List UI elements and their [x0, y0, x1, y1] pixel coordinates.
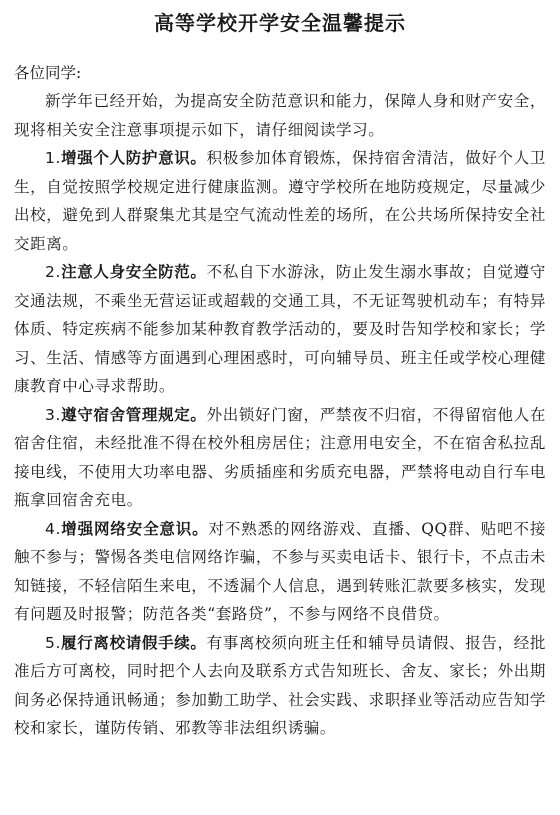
section-body: 对不熟悉的网络游戏、直播、QQ群、贴吧不接触不参与；警惕各类电信网络诈骗，不参与买卖电话卡、银行卡，不点击未知链接，不轻信陌生来电，不透漏个人信息，遇到转账汇款要多核实，发现有问题及时报警；防范各类“套路贷”，不参与网络不良借贷。 [14, 519, 546, 623]
section-paragraph [14, 629, 546, 743]
section-body: 积极参加体育锻炼，保持宿舍清洁，做好个人卫生，自觉按照学校规定进行健康监测。遵守学校所在地防疫规定，尽量减少出校，避免到人群聚集尤其是空气流动性差的场所，在公共场所保持安全社交距离。 [14, 149, 546, 253]
section-heading: 履行离校请假手续。 [61, 633, 207, 652]
section-paragraph [14, 401, 546, 515]
section-paragraph [14, 144, 546, 258]
section-heading: 增强个人防护意识。 [61, 149, 207, 167]
section-body: 外出锁好门窗，严禁夜不归宿，不得留宿他人在宿舍住宿，未经批准不得在校外租房居住；注意用电安全，不在宿舍私拉乱接电线，不使用大功率电器、劣质插座和劣质充电器，严禁将电动自行车电瓶拿回宿舍充电。 [14, 405, 546, 509]
section-paragraph [14, 258, 546, 401]
intro-paragraph: 新学年已经开始，为提高安全防范意识和能力，保障人身和财产安全，现将相关安全注意事项提示如下，请仔细阅读学习。 [14, 92, 546, 139]
section-heading: 增强网络安全意识。 [61, 519, 209, 538]
section-body: 不私自下水游泳，防止发生溺水事故；自觉遵守交通法规，不乘坐无营运证或超载的交通工具，不无证驾驶机动车；有特异体质、特定疾病不能参加某种教育教学活动的，要及时告知学校和家长；学习、生活、情感等方面遇到心理困惑时，可向辅导员、班主任或学校心理健康教育中心寻求帮助。 [14, 263, 546, 395]
section-paragraph [14, 515, 546, 629]
section-body: 有事离校须向班主任和辅导员请假、报告，经批准后方可离校，同时把个人去向及联系方式告知班长、舍友、家长；外出期间务必保持通讯畅通；参加勤工助学、社会实践、求职择业等活动应告知学校和家长，谨防传销、邪教等非法组织诱骗。 [14, 633, 546, 737]
section-number: 4. [45, 519, 61, 538]
section-number: 3. [45, 405, 61, 424]
section-number: 1. [45, 149, 61, 167]
document-title: 高等学校开学安全温馨提示 [154, 11, 406, 35]
section-number: 2. [45, 263, 61, 281]
section-heading: 注意人身安全防范。 [61, 263, 207, 281]
section-heading: 遵守宿舍管理规定。 [61, 405, 207, 424]
salutation: 各位同学: [14, 64, 82, 82]
section-number: 5. [45, 633, 61, 652]
